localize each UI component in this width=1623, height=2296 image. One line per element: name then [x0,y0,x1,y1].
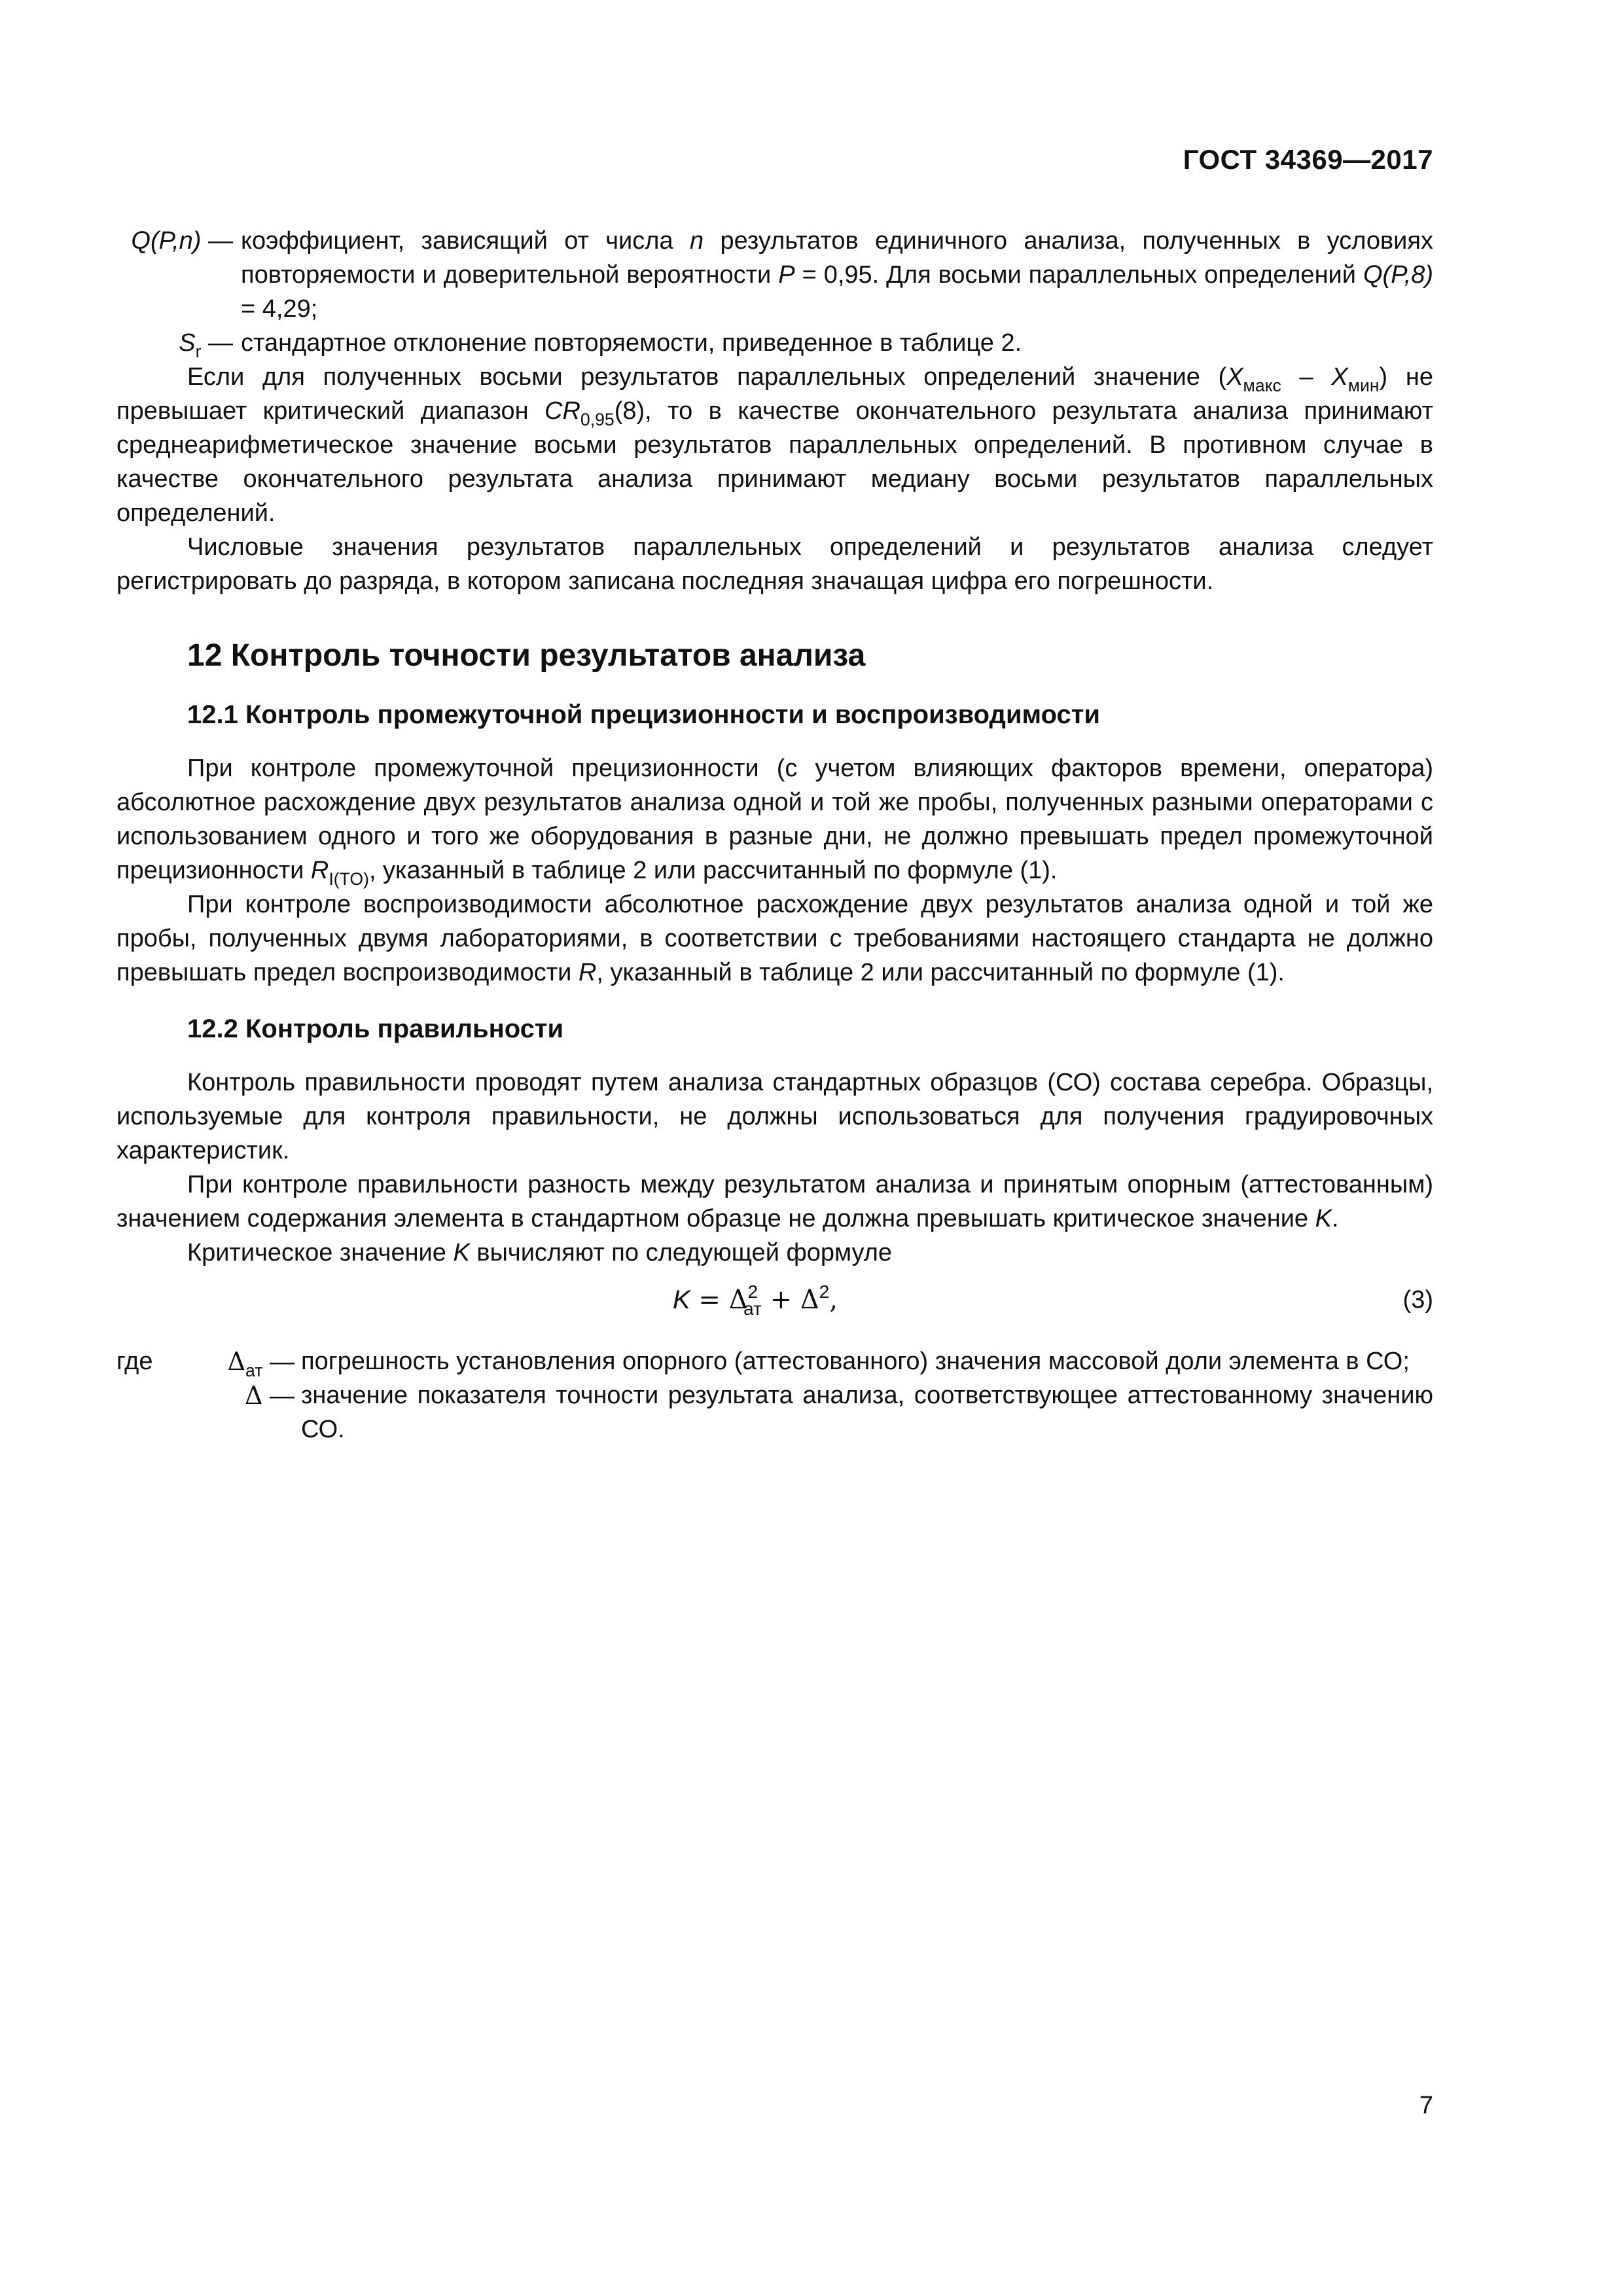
definition-q: Q(P,n) — коэффициент, зависящий от числа n результатов единичного анализа, полученных в условиях повторяемости и доверительной вероятности P = 0,95. Для восьми параллельных определений Q(P,8) = 4,29; [116,224,1433,326]
paragraph-rounding: Числовые значения результатов параллельных определений и результатов анализа следует регистрировать до разряда, в котором записана последняя значащая цифра его погрешности. [116,533,1433,595]
term-delta-at: $\Delta_{ат}$ — [227,1347,294,1380]
page-number: 7 [1419,2092,1433,2119]
definition-delta-at: где $\Delta_{ат}$ — погрешность установления опорного (аттестованного) значения массовой доли элемента в СО; [116,1344,1433,1378]
section-12-2-heading: 12.2 Контроль правильности [187,1014,564,1043]
paragraph-trueness-difference: При контроле правильности разность между результатом анализа и принятым опорным (аттестованным) значением содержания элемента в стандартном образце не должна превышать критическое значение K. [116,1171,1433,1232]
page-content [116,224,1433,1446]
section-12-heading: 12 Контроль точности результатов анализа [187,638,866,673]
paragraph-trueness-control: Контроль правильности проводят путем анализа стандартных образцов (СО) состава серебра. Образцы, используемые для контроля правильности, не должны использоваться для получения градуировочных характеристик. [116,1069,1433,1164]
term-delta: Δ — [244,1381,294,1410]
formula-row [116,1278,1433,1327]
term-q: Q(P,n) — [131,227,233,255]
formula-critical-value: $K = \Delta^2_{ат} + \Delta^2$, [673,1282,838,1319]
paragraph-critical-value-intro: Критическое значение K вычисляют по следующей формуле [187,1239,893,1266]
section-12-1-heading: 12.1 Контроль промежуточной прецизионности и воспроизводимости [187,700,1100,729]
paragraph-reproducibility: При контроле воспроизводимости абсолютное расхождение двух результатов анализа одной и той же пробы, полученных двумя лабораториями, в соответствии с требованиями настоящего стандарта не должно превышать предел воспроизводимости R, указанный в таблице 2 или рассчитанный по формуле (1). [116,891,1433,986]
paragraph-range-check: Если для полученных восьми результатов параллельных определений значение $(X_{макс} - X_{мин})$ не превышает критический диапазон $CR_{0,95}(8)$, то в качестве окончательного результата анализа принимают среднеарифметическое значение восьми результатов параллельных определений. В противном случае в качестве окончательного результата анализа принимают медиану восьми результатов параллельных определений. [116,363,1433,527]
paragraph-intermediate-precision: При контроле промежуточной прецизионности (с учетом влияющих факторов времени, оператора) абсолютное расхождение двух результатов анализа одной и той же пробы, полученных разными операторами с использованием одного и того же оборудования в разные дни, не должно превышать предел промежуточной прецизионности $R_{I(TO)}$, указанный в таблице 2 или рассчитанный по формуле (1). [116,755,1433,889]
definition-sr: $S_r$ — стандартное отклонение повторяемости, приведенное в таблице 2. [116,326,1433,360]
formula-number: (3) [1402,1286,1433,1314]
document-id-header: ГОСТ 34369—2017 [1183,144,1433,175]
definition-delta: Δ — значение показателя точности результата анализа, соответствующее аттестованному значению СО. [116,1378,1433,1446]
term-sr: $S_r$ — [179,329,233,361]
